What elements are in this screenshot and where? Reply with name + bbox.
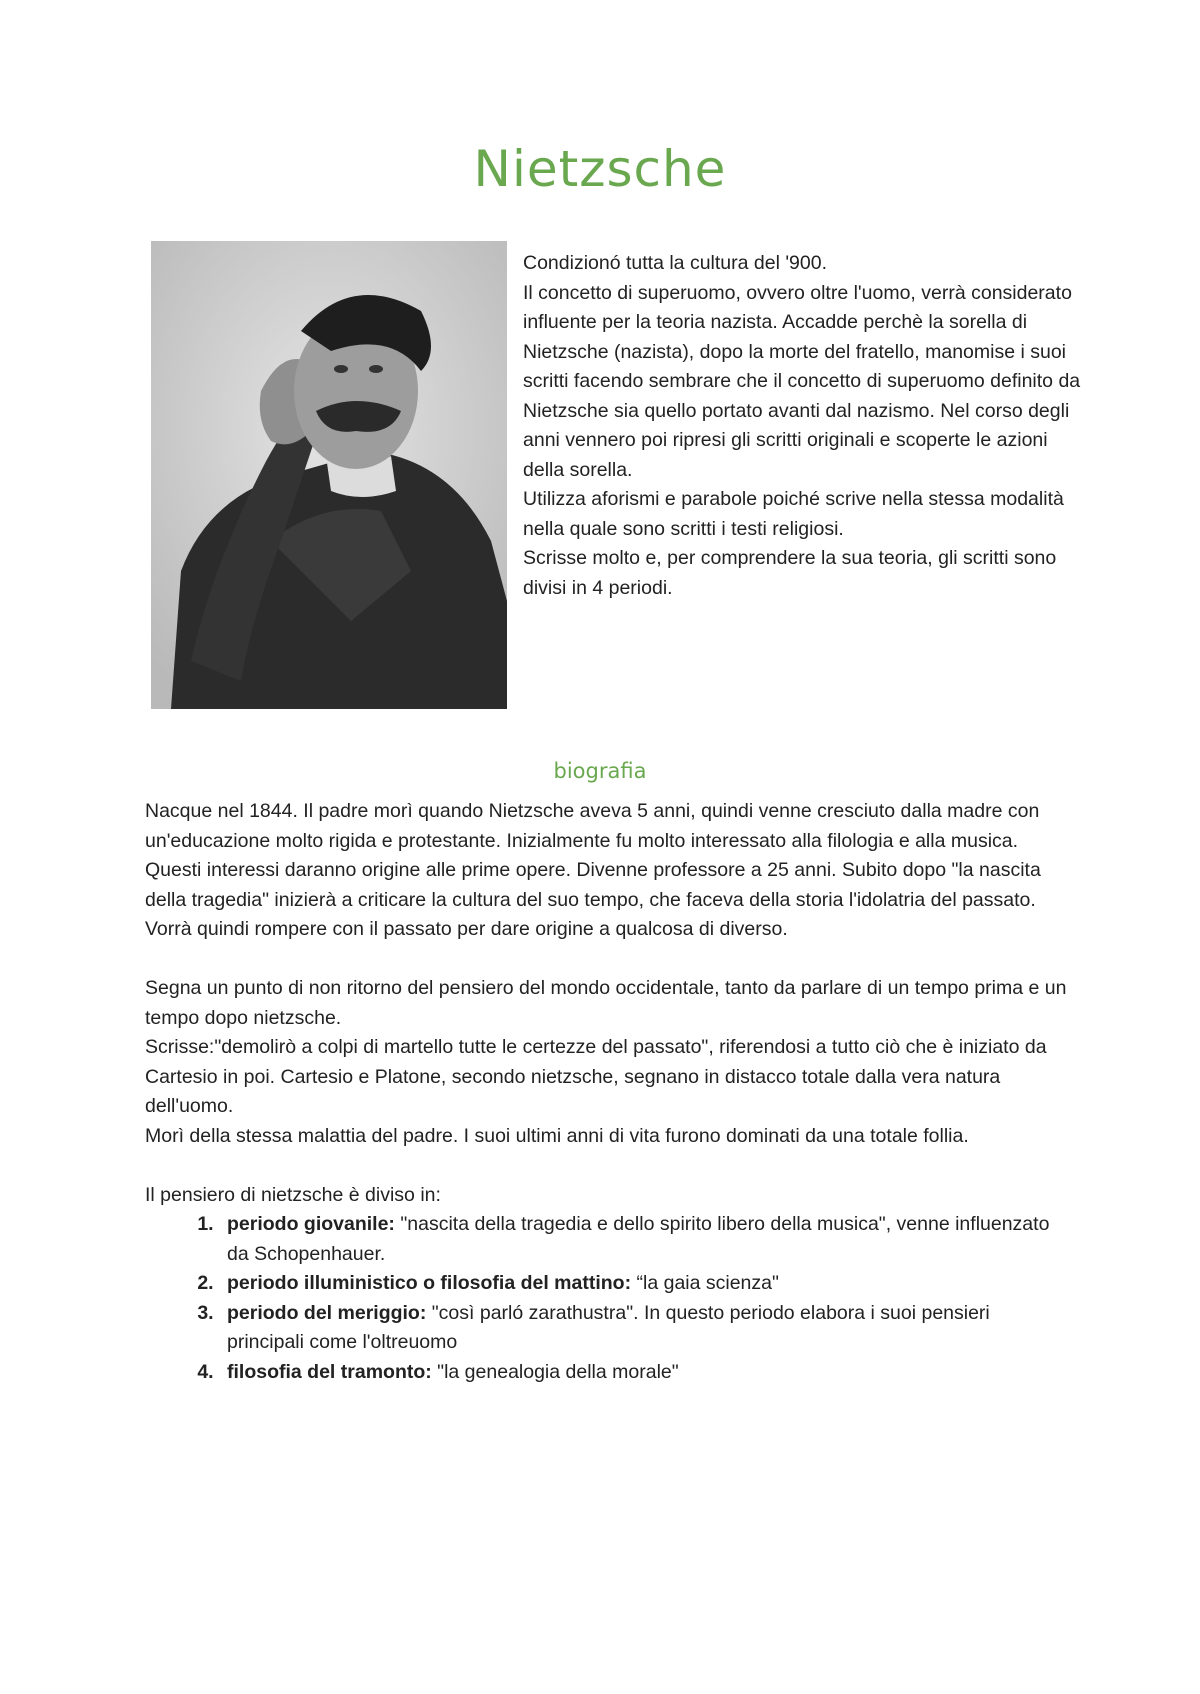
period-text: "la genealogia della morale"	[431, 1360, 679, 1383]
list-item	[219, 1299, 1070, 1358]
paragraph: Nacque nel 1844. Il padre morì quando Nietzsche aveva 5 anni, quindi venne cresciuto dalla madre con un'educazione molto rigida e protestante. Inizialmente fu molto interessato alla filologia e alla musica. Questi interessi daranno origine alle prime opere. Divenne professore a 25 anni. Subito dopo "la nascita della tragedia" inizierà a criticare la cultura del suo tempo, che faceva della storia l'idolatria del passato. Vorrà quindi rompere con il passato per dare origine a qualcosa di diverso.	[145, 800, 1041, 940]
paragraph: Segna un punto di non ritorno del pensiero del mondo occidentale, tanto da parlare di un tempo prima e un tempo dopo nietzsche.	[145, 977, 1067, 1029]
intro-line: Scrisse molto e, per comprendere la sua teoria, gli scritti sono divisi in 4 periodi.	[523, 547, 1057, 599]
intro-text	[523, 249, 1083, 603]
portrait-photo	[151, 241, 507, 709]
paragraph: Scrisse:"demolirò a colpi di martello tutte le certezze del passato", riferendosi a tutto ciò che è iniziato da Cartesio in poi. Cartesio e Platone, secondo nietzsche, segnano in distacco totale dalla vera natura dell'uomo.	[145, 1036, 1047, 1117]
biography-text	[145, 797, 1070, 1387]
period-label: periodo illuministico o filosofia del mattino:	[227, 1272, 632, 1294]
list-item	[219, 1269, 1070, 1299]
intro-line: Il concetto di superuomo, ovvero oltre l'uomo, verrà considerato influente per la teoria nazista. Accadde perchè la sorella di Nietzsche (nazista), dopo la morte del fratello, manomise i suoi scritti facendo sembrare che il concetto di superuomo definito da Nietzsche sia quello portato avanti dal nazismo. Nel corso degli anni vennero poi ripresi gli scritti originali e scoperte le azioni della sorella.	[523, 281, 1081, 481]
period-label: periodo giovanile:	[227, 1213, 395, 1235]
list-item	[219, 1210, 1070, 1269]
list-intro: Il pensiero di nietzsche è diviso in:	[145, 1183, 441, 1206]
period-text: "nascita della tragedia e dello spirito libero della musica", venne influenzato da Schopenhauer.	[227, 1213, 1050, 1265]
page-title: Nietzsche	[473, 140, 727, 198]
period-label: filosofia del tramonto:	[227, 1360, 432, 1383]
section-title: biografia	[553, 759, 647, 783]
period-text: "così parló zarathustra". In questo periodo elabora i suoi pensieri principali come l'oltreuomo	[227, 1301, 990, 1353]
periods-list	[145, 1210, 1070, 1387]
intro-line: Condizionó tutta la cultura del '900.	[523, 252, 828, 274]
list-item	[219, 1358, 1070, 1388]
intro-line: Utilizza aforismi e parabole poiché scrive nella stessa modalità nella quale sono scritti i testi religiosi.	[523, 488, 1064, 540]
paragraph: Morì della stessa malattia del padre. I suoi ultimi anni di vita furono dominati da una totale follia.	[145, 1124, 969, 1147]
period-label: periodo del meriggio:	[227, 1301, 427, 1324]
period-text: “la gaia scienza"	[631, 1272, 779, 1294]
portrait-illustration	[151, 241, 507, 709]
